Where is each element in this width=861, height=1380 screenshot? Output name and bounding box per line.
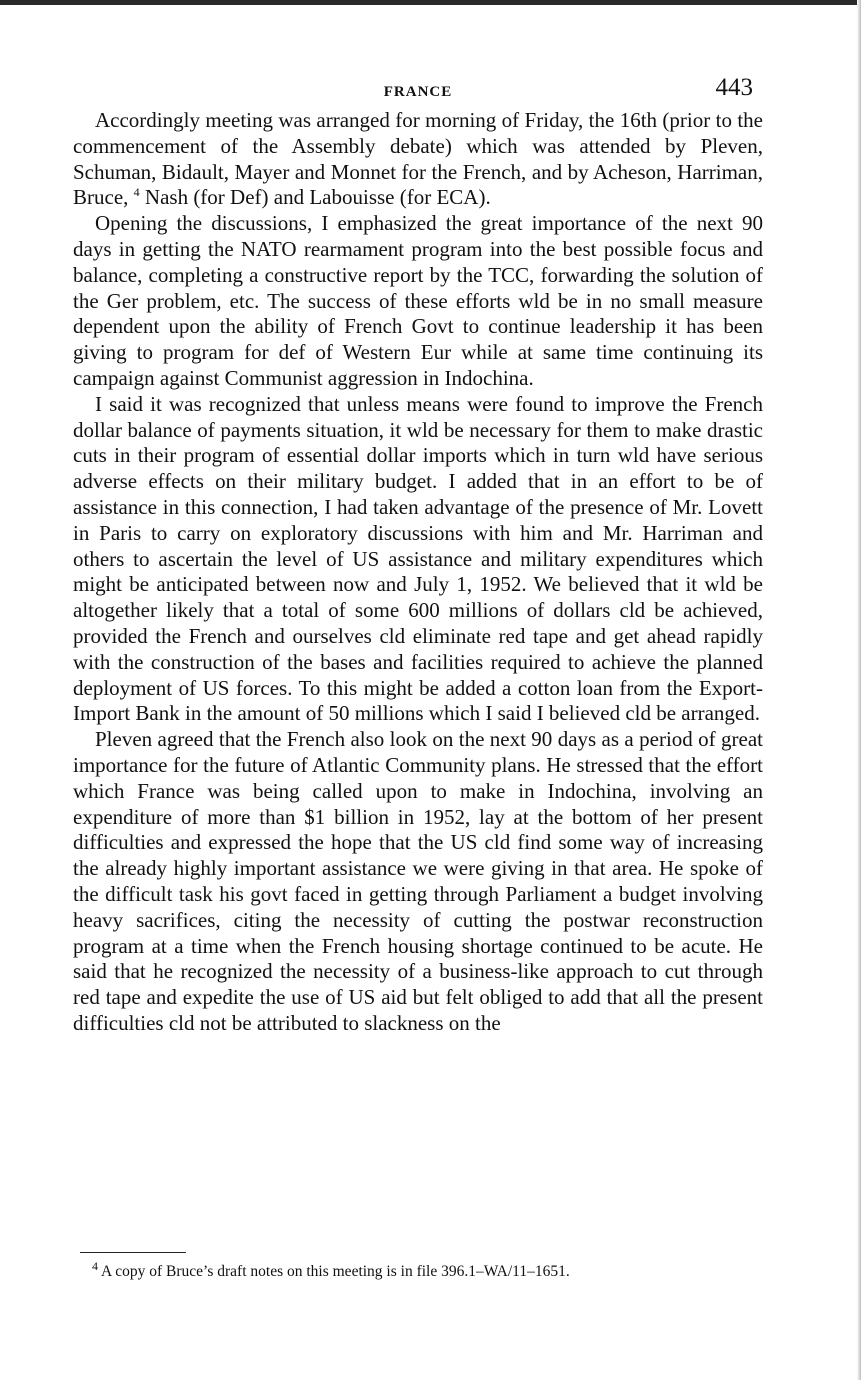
paragraph: Opening the discussions, I emphasized the great importance of the next 90 days in getting the NATO rearmament program into the best possible focus and balance, completing a constructive report by the TCC, forwarding the solution of the Ger problem, etc. The success of these efforts wld be in no small measure dependent upon the ability of French Govt to continue leadership it has been giving to program for def of Western Eur while at same time continuing its campaign against Communist aggression in Indochina. (73, 211, 763, 390)
footnote-ref: 4 (133, 185, 140, 200)
running-head (73, 72, 763, 108)
footnote-rule (80, 1252, 186, 1253)
document-page (73, 72, 763, 1037)
paragraph-text: Accordingly meeting was arranged for morning of Friday, the 16th (prior to the commencement of the Assembly debate) which was attended by Pleven, Schuman, Bidault, Mayer and Monnet for the French, and by Acheson, Harriman, Bruce, (73, 108, 763, 210)
paragraph-text: Nash (for Def) and Labouisse (for ECA). (144, 185, 491, 210)
paragraph: Pleven agreed that the French also look on the next 90 days as a period of great importance for the future of Atlantic Community plans. He stressed that the effort which France was being called upon to make in Indochina, involving an expenditure of more than $1 billion in 1952, lay at the bottom of her present difficulties and expressed the hope that the US cld find some way of increasing the already highly important assistance we were giving in that area. He spoke of the difficult task his govt faced in getting through Parliament a budget involving heavy sacrifices, citing the necessity of cutting the postwar reconstruction program at a time when the French housing shortage continued to be acute. He said that he recognized the necessity of a business-like approach to cut through red tape and expedite the use of US aid but felt obliged to add that all the present difficulties cld not be attributed to slackness on the (73, 727, 763, 1035)
paragraph (73, 108, 763, 211)
footnote-text: A copy of Bruce’s draft notes on this meeting is in file 396.1–WA/11–1651. (101, 1263, 570, 1280)
body-text (73, 108, 763, 1037)
paragraph: I said it was recognized that unless means were found to improve the French dollar balance of payments situation, it wld be necessary for them to make drastic cuts in their program of essential dollar imports which in turn wld have serious adverse effects on their military budget. I added that in an effort to be of assistance in this connection, I had taken advantage of the presence of Mr. Lovett in Paris to carry on exploratory discussions with him and Mr. Harriman and others to ascertain the level of US assistance and military expenditures which might be anticipated between now and July 1, 1952. We believed that it wld be altogether likely that a total of some 600 millions of dollars cld be achieved, provided the French and ourselves cld eliminate red tape and get ahead rapidly with the construction of the bases and facilities required to achieve the planned deployment of US forces. To this might be added a cotton loan from the Export-Import Bank in the amount of 50 millions which I said I believed cld be arranged. (73, 391, 763, 726)
page-right-edge (857, 0, 861, 1380)
page-top-edge (0, 0, 861, 5)
footnote (92, 1258, 772, 1282)
footnote-marker: 4 (92, 1258, 98, 1273)
running-title: FRANCE (383, 84, 453, 100)
page-number: 443 (715, 74, 753, 101)
